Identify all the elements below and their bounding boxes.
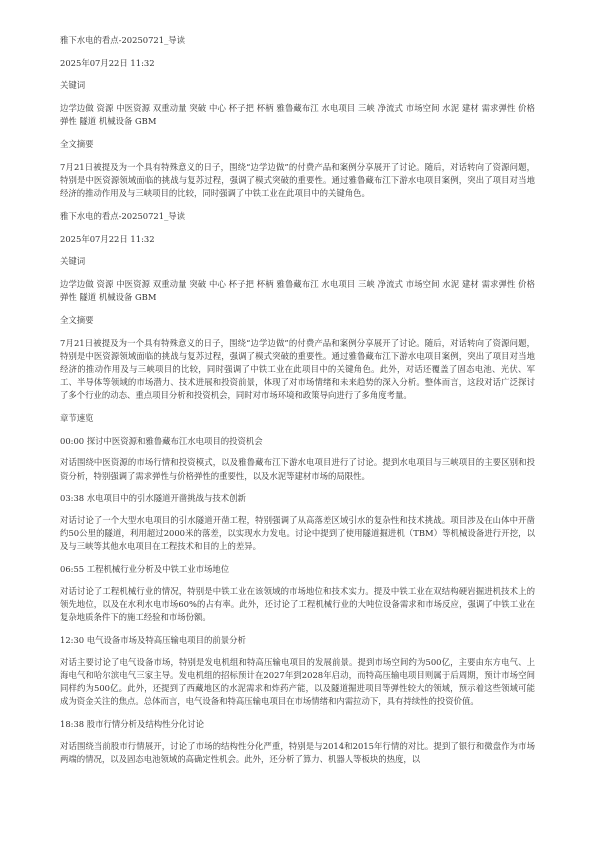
summary-heading-2: 全文摘要 [60, 314, 94, 325]
chapter-4-title: 12:30 电气设备市场及特高压输电项目的前景分析 [60, 635, 246, 645]
chapter-2-text: 对话讨论了一个大型水电项目的引水隧道开凿工程，特别强调了从高落差区域引水的复杂性和技术挑战。项目涉及在山体中开凿约50公里的隧道，利用超过2000米的落差，以实现水力发电。讨论中提到了使用隧道掘进机（TBM）等机械设备进行开挖，以及与三峡等其他水电项目在工程技术和目的上的差异。 [60, 515, 535, 552]
keywords-text: 边学边做 资源 中医资源 双重动量 突破 中心 杯子把 杯柄 雅鲁藏布江 水电项目 三峡 净流式 市场空间 水泥 建材 需求弹性 价格弹性 隧道 机械设备 GBM [60, 103, 535, 127]
chapter-4-text: 对话主要讨论了电气设备市场，特别是发电机组和特高压输电项目的发展前景。提到市场空间约为500亿，主要由东方电气、上海电气和哈尔滨电气三家主导。发电机组的招标预计在2027年到2028年启动，而特高压输电项目则属于后周期，预计市场空间同样约为500亿。此外，还提到了西藏地区的水泥需求和炸药产能，以及隧道掘进项目等弹性较大的领域，预示着这些领域可能成为资金关注的焦点。总体而言，电气设备和特高压输电项目在市场情绪和内需拉动下，具有持续性的投资价值。 [60, 656, 535, 707]
chapter-1-text: 对话围绕中医资源的市场行情和投资模式，以及雅鲁藏布江下游水电项目进行了讨论。提到水电项目与三峡项目的主要区别和投资分析，特别强调了需求弹性与价格弹性的重要性，以及水泥等建材市场的局限性。 [60, 457, 535, 481]
chapter-5-text: 对话围绕当前股市行情展开，讨论了市场的结构性分化严重，特别是与2014和2015年行情的对比。提到了银行和微盘作为市场两端的情况，以及固态电池领域的高确定性机会。此外，还分析了算力、机器人等板块的热度，以 [60, 740, 535, 764]
keywords-text-2: 边学边做 资源 中医资源 双重动量 突破 中心 杯子把 杯柄 雅鲁藏布江 水电项目 三峡 净流式 市场空间 水泥 建材 需求弹性 价格弹性 隧道 机械设备 GBM [60, 278, 535, 303]
chapter-3-text: 对话讨论了工程机械行业的情况，特别是中铁工业在该领域的市场地位和技术实力。提及中铁工业在双结构硬岩掘进机技术上的领先地位，以及在水利水电市场60%的占有率。此外，还讨论了工程机械行业的大吨位设备需求和市场反应，强调了中铁工业在复杂地质条件下的施工经验和市场份额。 [60, 585, 535, 623]
keywords-heading: 关键词 [60, 80, 86, 91]
summary-text: 7月21日被提及为一个具有特殊意义的日子，围绕“边学边做”的付费产品和案例分享展开了讨论。随后，对话转向了资源问题，特别是中医资源领域面临的挑战与复苏过程，强调了模式突破的重要性。通过雅鲁藏布江下游水电项目案例，突出了项目对当地经济的推动作用及与三峡项目的比较，同时强调了中铁工业在此项目中的关键角色。 [60, 161, 535, 199]
chapters-heading: 章节速览 [60, 413, 94, 424]
keywords-heading-2: 关键词 [60, 256, 86, 267]
summary-heading: 全文摘要 [60, 139, 94, 150]
summary-text-2: 7月21日被提及为一个具有特殊意义的日子，围绕“边学边做”的付费产品和案例分享展开了讨论。随后，对话转向了资源问题，特别是中医资源领域面临的挑战与复苏过程，强调了模式突破的重要性。通过雅鲁藏布江下游水电项目案例，突出了项目对当地经济的推动作用及与三峡项目的比较，同时强调了中铁工业在此项目中的关键角色。此外，对话还覆盖了固态电池、光伏、军工、半导体等领域的市场潜力、技术进展和投资前景，体现了对市场情绪和未来趋势的深入分析。整体而言，这段对话广泛探讨了多个行业的动态、重点项目分析和投资机会，同时对市场环境和政策导向进行了多角度考量。 [60, 337, 535, 401]
chapter-2-title: 03:38 水电项目中的引水隧道开凿挑战与技术创新 [60, 493, 246, 504]
doc-title: 雅下水电的看点-20250721_导读 [60, 35, 186, 45]
chapter-3-title: 06:55 工程机械行业分析及中铁工业市场地位 [60, 564, 230, 575]
doc-title-2: 雅下水电的看点-20250721_导读 [60, 210, 186, 221]
chapter-1-title: 00:00 探讨中医资源和雅鲁藏布江水电项目的投资机会 [60, 435, 263, 446]
doc-date: 2025年07月22日 11:32 [60, 57, 155, 68]
document-content [60, 34, 535, 766]
chapter-5-title: 18:38 股市行情分析及结构性分化讨论 [60, 719, 205, 730]
doc-date-2: 2025年07月22日 11:32 [60, 233, 155, 244]
